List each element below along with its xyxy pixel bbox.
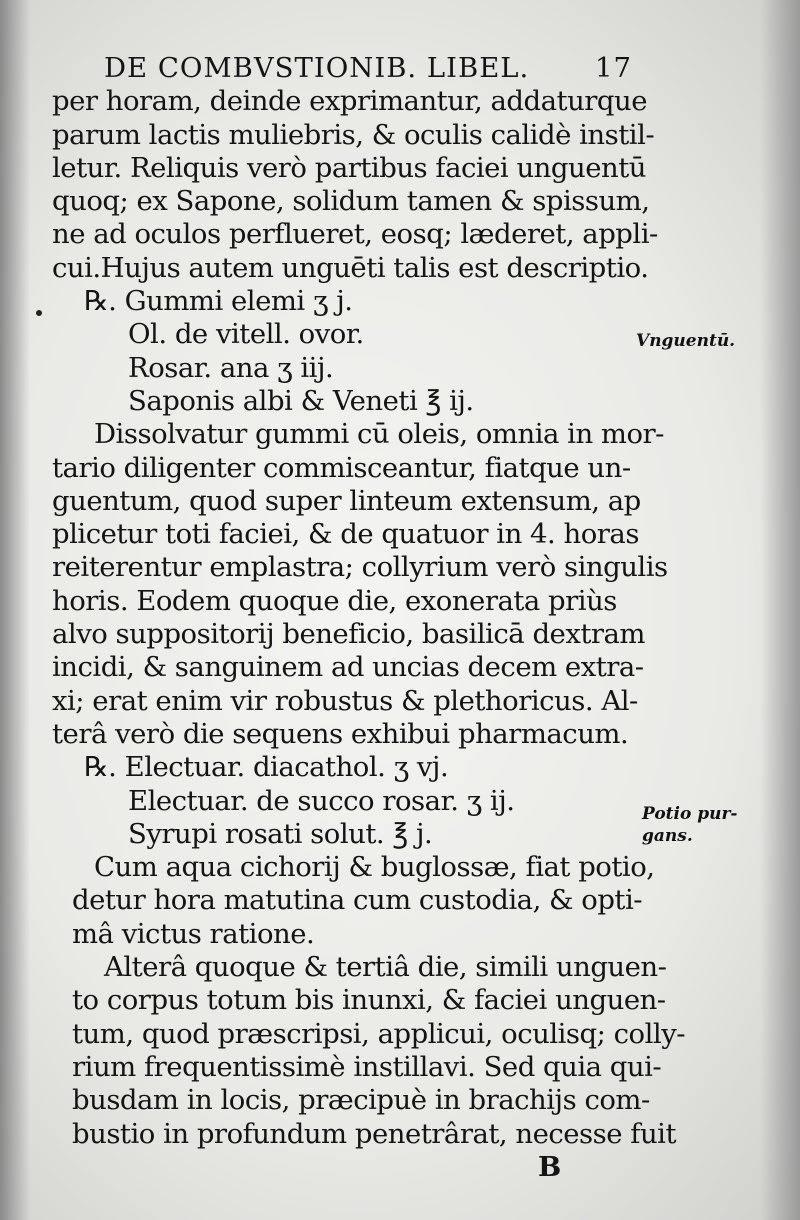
page-number: 17 — [595, 52, 632, 84]
text-line: horis. Eodem quoque die, exonerata priùs — [52, 584, 617, 617]
text-line: busdam in locis, præcipuè in brachijs com- — [72, 1084, 650, 1117]
margin-note-text: Potio pur- — [642, 804, 738, 824]
margin-note-text: gans. — [642, 826, 693, 846]
text-line: tum, quod præscripsi, applicui, oculisq; colly- — [72, 1017, 686, 1050]
text-line: bustio in profundum penetrârat, necesse fuit — [72, 1117, 677, 1150]
text-line: reiterentur emplastra; collyrium verò singulis — [52, 551, 668, 584]
recipe-line: ℞. Electuar. diacathol. ʒ vj. — [84, 751, 449, 784]
text-line: terâ verò die sequens exhibui pharmacum. — [52, 717, 629, 750]
gutter-shadow — [0, 0, 30, 1220]
text-line: letur. Reliquis verò partibus faciei unguentū — [52, 151, 646, 184]
recipe-line: Syrupi rosati solut. ℥ j. — [128, 817, 433, 850]
text-line: incidi, & sanguinem ad uncias decem extra- — [52, 651, 644, 684]
margin-note-unguentum — [636, 330, 735, 352]
recipe-line: Rosar. ana ʒ iij. — [128, 351, 334, 384]
text-line: Cum aqua cichorij & buglossæ, fiat potio, — [94, 851, 655, 884]
text-line: quoq; ex Sapone, solidum tamen & spissum, — [52, 185, 650, 218]
text-line: xi; erat enim vir robustus & plethoricus. Al- — [52, 684, 638, 717]
text-line: guentum, quod super linteum extensum, ap — [52, 484, 641, 517]
edge-shadow — [760, 0, 800, 1220]
text-line: detur hora matutina cum custodia, & opti- — [72, 884, 643, 917]
margin-note-potio — [642, 803, 738, 847]
text-line: rium frequentissimè instillavi. Sed quia qui- — [72, 1050, 662, 1083]
text-line: to corpus totum bis inunxi, & faciei unguen- — [72, 984, 666, 1017]
text-line: per horam, deinde exprimantur, addaturque — [52, 85, 648, 118]
text-line: plicetur toti faciei, & de quatuor in 4. horas — [52, 518, 639, 551]
ink-dot — [36, 310, 42, 316]
margin-note-text: Vnguentū. — [636, 331, 736, 351]
text-line: parum lactis muliebris, & oculis calidè instil- — [52, 118, 655, 151]
text-line: Dissolvatur gummi cū oleis, omnia in mor- — [94, 418, 664, 451]
text-line: cui.Hujus autem unguēti talis est descriptio. — [52, 251, 649, 284]
text-line: Alterâ quoque & tertiâ die, simili unguen- — [104, 951, 667, 984]
text-line: mâ victus ratione. — [72, 917, 315, 950]
recipe-line: Electuar. de succo rosar. ʒ ij. — [128, 784, 515, 817]
recipe-line: Saponis albi & Veneti ℥ ij. — [128, 384, 474, 417]
catchword: B — [538, 1150, 561, 1183]
text-line: ne ad oculos perflueret, eosq; læderet, appli- — [52, 218, 658, 251]
running-title: DE COMBVSTIONIB. LIBEL. — [104, 52, 530, 84]
recipe-line: ℞. Gummi elemi ʒ j. — [84, 285, 353, 318]
recipe-line: Ol. de vitell. ovor. — [128, 318, 364, 351]
text-line: tario diligenter commisceantur, fiatque un- — [52, 451, 631, 484]
text-line: alvo suppositorij beneficio, basilicā dextram — [52, 618, 646, 651]
running-header — [52, 52, 632, 85]
